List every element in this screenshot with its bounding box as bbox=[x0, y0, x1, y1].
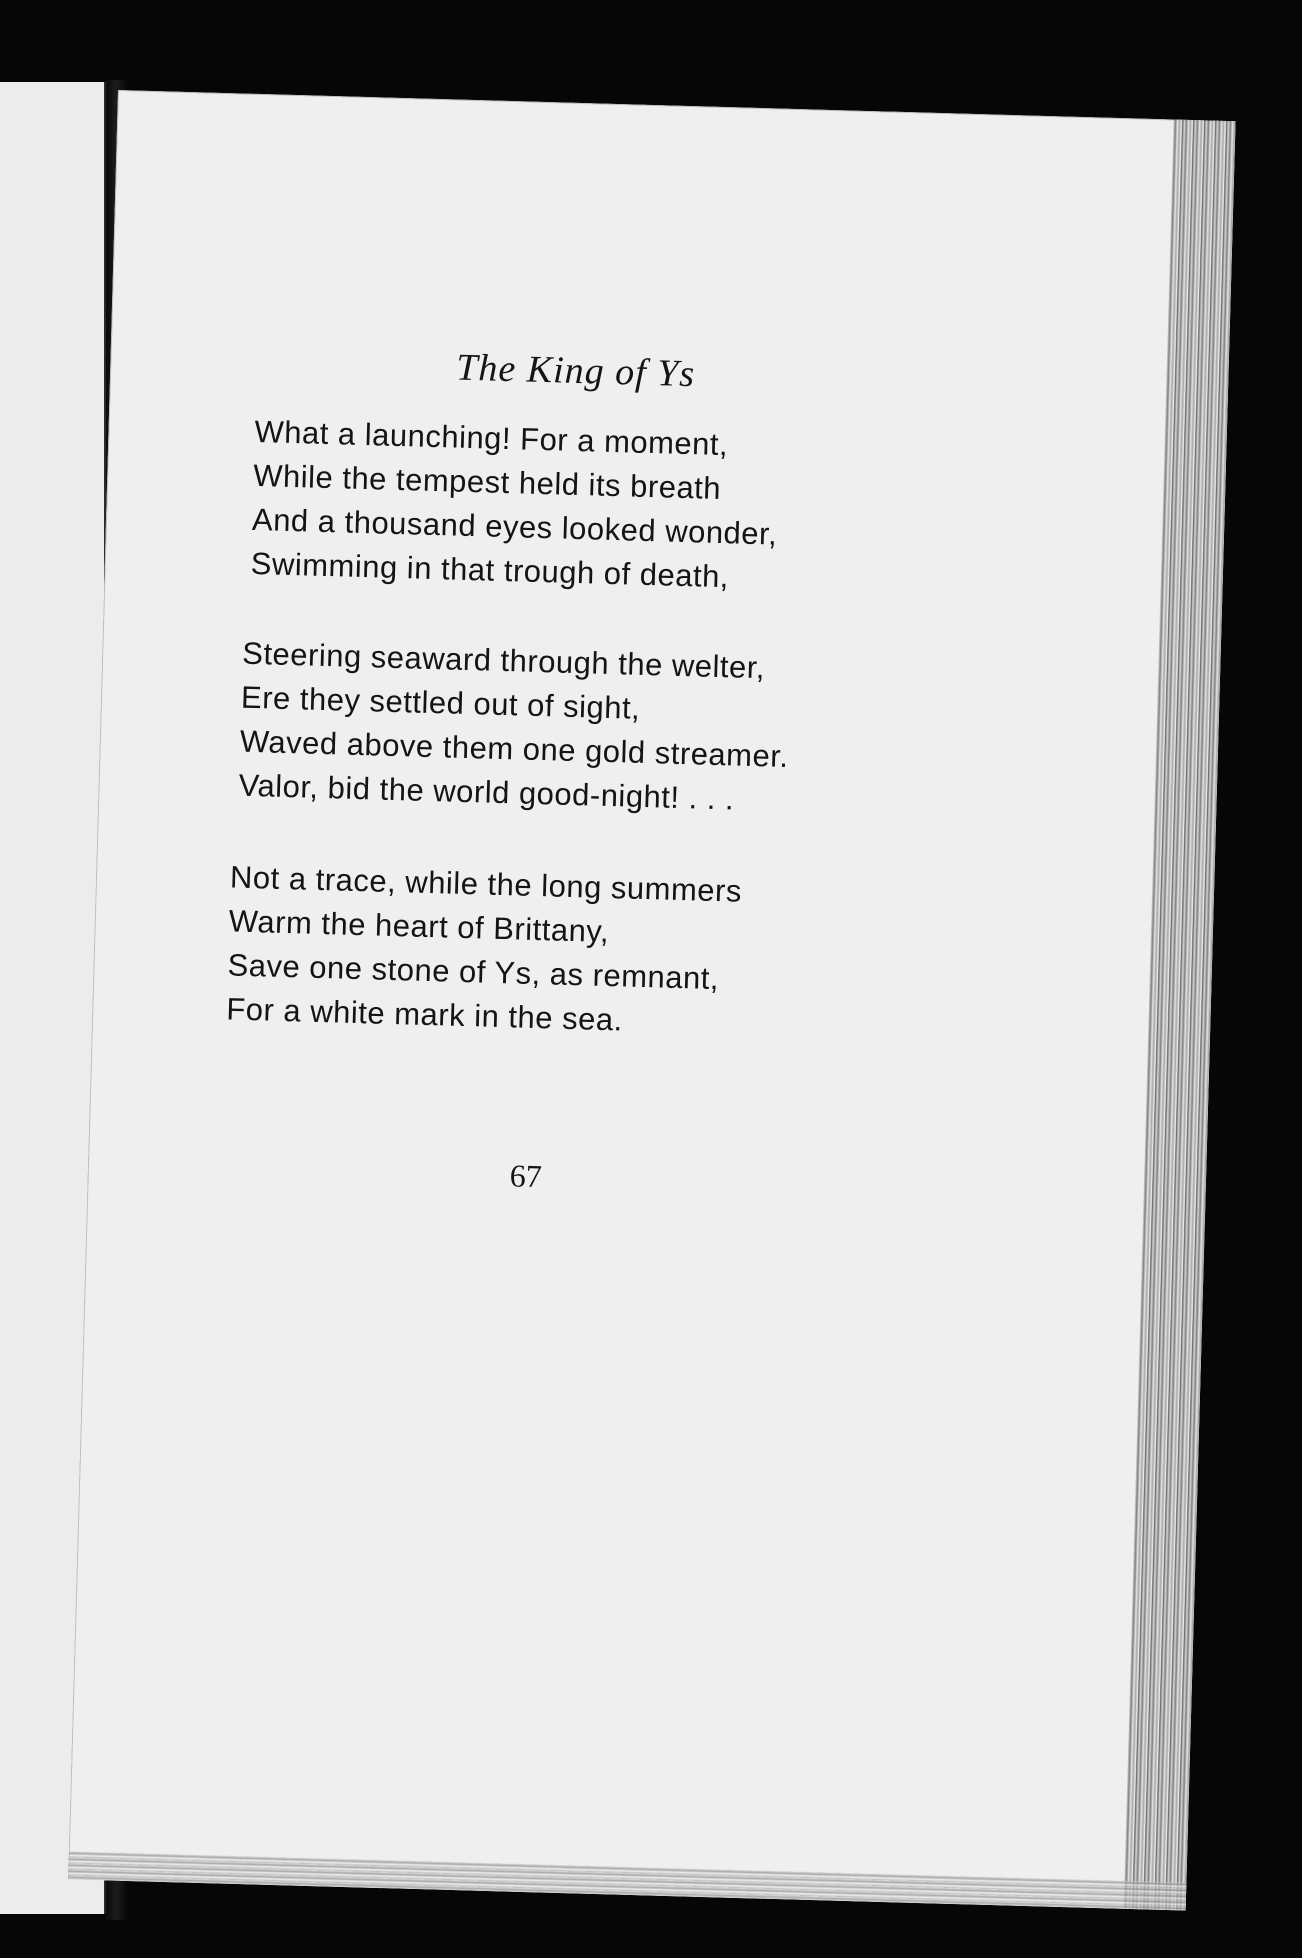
page-content bbox=[222, 340, 1001, 1053]
verse-line: Warm the heart of Brittany, bbox=[228, 903, 610, 950]
book-page bbox=[68, 90, 1236, 1911]
verse-line: Save one stone of Ys, as remnant, bbox=[227, 947, 720, 997]
running-head: The King of Ys bbox=[455, 346, 696, 396]
verse-line: Steering seaward through the welter, bbox=[241, 635, 766, 686]
verse-line: Ere they settled out of sight, bbox=[240, 679, 641, 726]
stanza-1 bbox=[250, 410, 999, 607]
page-edge-stack bbox=[1124, 119, 1236, 1910]
verse-line: Not a trace, while the long summers bbox=[229, 859, 743, 909]
verse-line: Waved above them one gold streamer. bbox=[239, 723, 789, 774]
verse-line: While the tempest held its breath bbox=[252, 457, 722, 506]
verse-line: And a thousand eyes looked wonder, bbox=[251, 501, 778, 552]
page-bottom-edge bbox=[68, 1851, 1186, 1910]
verse-line: Swimming in that trough of death, bbox=[250, 545, 730, 595]
stanza-3 bbox=[226, 855, 987, 1052]
stanza-2 bbox=[238, 632, 993, 829]
verse-line: What a launching! For a moment, bbox=[254, 413, 729, 463]
page-number: 67 bbox=[509, 1157, 543, 1195]
verse-line: For a white mark in the sea. bbox=[225, 991, 624, 1038]
verse-line: Valor, bid the world good-night! . . . bbox=[238, 767, 735, 817]
